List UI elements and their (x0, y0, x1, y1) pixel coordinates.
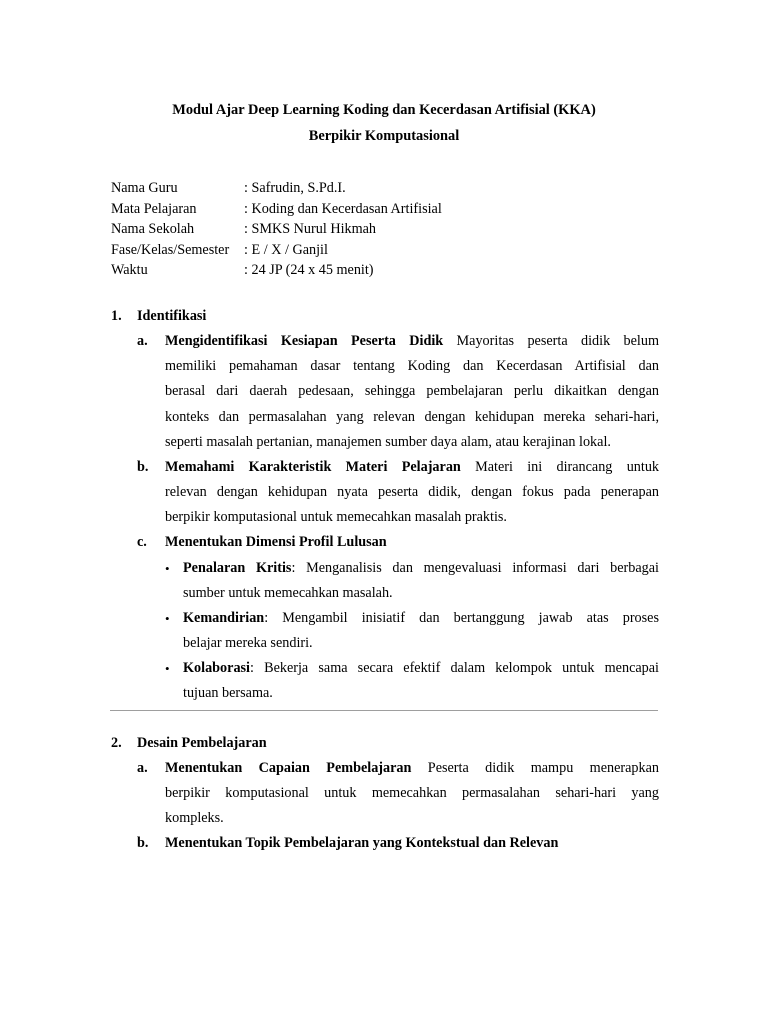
section-2b (137, 831, 659, 856)
paragraph-line: kompleks. (165, 810, 224, 827)
section-1b-body (165, 455, 659, 531)
info-row (111, 178, 442, 199)
section-2-title: Desain Pembelajaran (137, 735, 267, 751)
bullet-term: Kolaborasi (183, 660, 251, 676)
list-item: • Kolaborasi: Bekerja sama secara efektif dalam kelompok untuk mencapai tujuan bersama. (163, 656, 659, 706)
info-value: : Koding dan Kecerdasan Artifisial (244, 200, 442, 217)
list-item: • Kemandirian: Mengambil inisiatif dan bertanggung jawab atas proses belajar mereka sendiri. (163, 606, 659, 656)
info-value: : E / X / Ganjil (244, 241, 328, 258)
section-1c (137, 530, 659, 555)
bullet-term: Kemandirian (183, 610, 265, 626)
section-2b-heading: Menentukan Topik Pembelajaran yang Kontekstual dan Relevan (165, 835, 559, 851)
paragraph-line: Memahami Karakteristik Materi Pelajaran Materi ini dirancang untuk (165, 459, 660, 475)
section-2a-letter: a. (137, 760, 148, 776)
paragraph-line: konteks dan permasalahan yang relevan dengan kehidupan mereka sehari-hari, (165, 408, 659, 425)
section-2a (137, 756, 659, 832)
info-row (111, 240, 442, 261)
paragraph-line: berpikir komputasional untuk memecahkan permasalahan sehari-hari yang (165, 785, 659, 802)
document-subtitle: Berpikir Komputasional (308, 128, 460, 144)
paragraph-line: Menentukan Capaian Pembelajaran Peserta didik mampu menerapkan (165, 760, 660, 776)
paragraph-line: relevan dengan kehidupan nyata peserta didik, dengan fokus pada penerapan (165, 484, 659, 501)
paragraph-line: memiliki pemahaman dasar tentang Koding dan Kecerdasan Artifisial dan (165, 358, 659, 375)
info-block (111, 178, 442, 281)
section-1b-letter: b. (137, 459, 149, 475)
info-label: Mata Pelajaran (111, 200, 197, 217)
section-1b (137, 455, 659, 531)
info-label: Waktu (111, 262, 148, 279)
section-1b-heading: Memahami Karakteristik Materi Pelajaran (165, 459, 461, 475)
section-1-title: Identifikasi (137, 308, 207, 324)
section-1-number: 1. (111, 308, 122, 324)
bullet-term: Penalaran Kritis (183, 560, 292, 576)
info-value: : Safrudin, S.Pd.I. (244, 180, 346, 196)
section-2-number: 2. (111, 735, 122, 751)
section-1c-heading: Menentukan Dimensi Profil Lulusan (165, 534, 387, 550)
section-1c-letter: c. (137, 534, 147, 550)
info-label: Nama Sekolah (111, 221, 195, 238)
document-title: Modul Ajar Deep Learning Koding dan Kecerdasan Artifisial (KKA) (172, 102, 596, 118)
info-row (111, 260, 442, 281)
info-row (111, 199, 442, 220)
info-row (111, 219, 442, 240)
section-1a-letter: a. (137, 333, 148, 349)
bullet-icon: • (165, 561, 170, 576)
info-label: Fase/Kelas/Semester (111, 241, 230, 258)
section-2b-letter: b. (137, 835, 149, 851)
paragraph-line: Mengidentifikasi Kesiapan Peserta Didik Mayoritas peserta didik belum (165, 333, 659, 349)
section-1a (137, 329, 659, 455)
bullet-icon: • (165, 661, 170, 676)
info-value: : 24 JP (24 x 45 menit) (244, 262, 374, 279)
paragraph-line: berpikir komputasional untuk memecahkan masalah praktis. (165, 509, 507, 526)
info-value: : SMKS Nurul Hikmah (244, 221, 377, 238)
section-2a-heading: Menentukan Capaian Pembelajaran (165, 760, 412, 776)
paragraph-line: berasal dari daerah pedesaan, sehingga pembelajaran perlu dikaitkan dengan (165, 383, 659, 400)
section-1a-heading: Mengidentifikasi Kesiapan Peserta Didik (165, 333, 444, 349)
list-item: • Penalaran Kritis: Menganalisis dan mengevaluasi informasi dari berbagai sumber untuk memecahkan masalah. (163, 556, 659, 606)
paragraph-line: seperti masalah pertanian, manajemen sumber daya alam, atau kerajinan lokal. (165, 433, 611, 450)
divider (110, 710, 658, 711)
bullet-icon: • (165, 611, 170, 626)
info-label: Nama Guru (111, 180, 178, 196)
section-1a-body (165, 329, 659, 455)
